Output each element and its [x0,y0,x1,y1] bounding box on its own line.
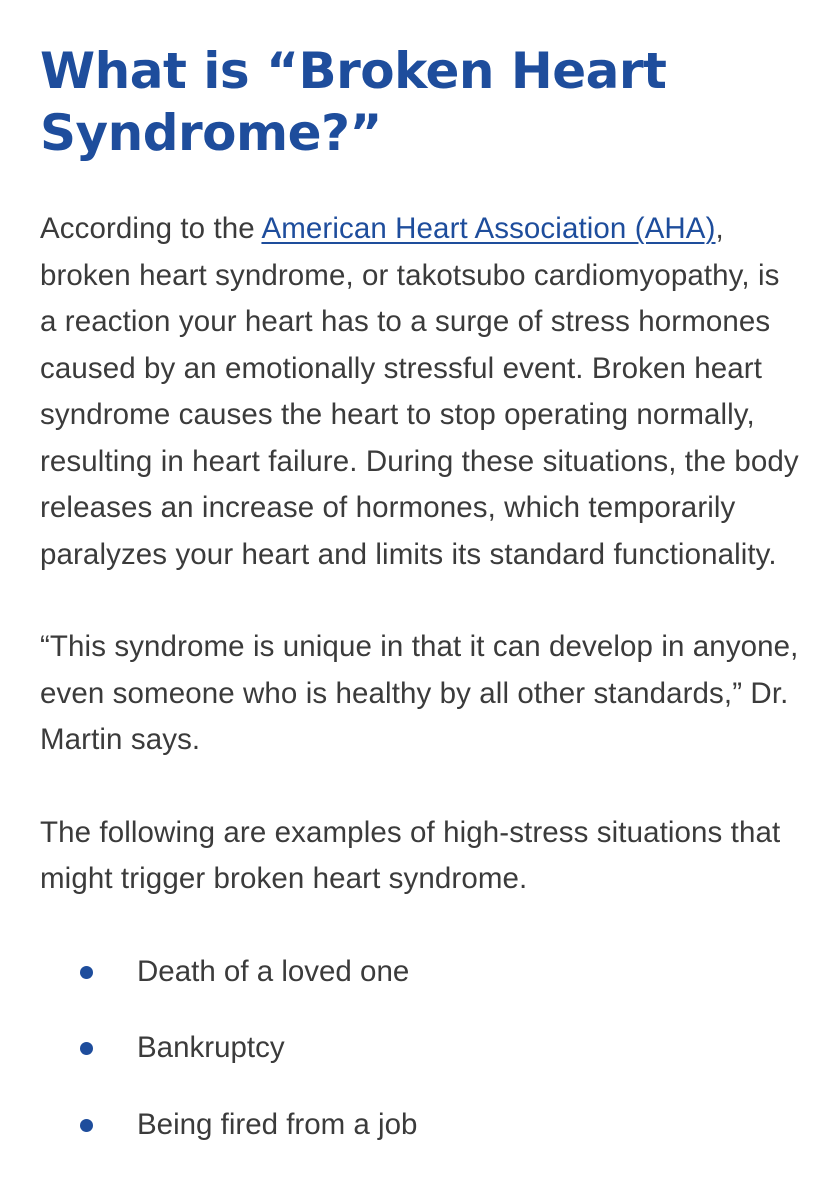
article-title: What is “Broken Heart Syndrome?” [40,42,667,162]
intro-paragraph [40,206,800,578]
bullet-icon [80,966,93,979]
quote-paragraph: “This syndrome is unique in that it can develop in anyone, even someone who is healthy by all other standards,” Dr. Martin says. [40,630,799,756]
intro-suffix: , broken heart syndrome, or takotsubo cardiomyopathy, is a reaction your heart has to a surge of stress hormones caused by an emotionally stressful event. Broken heart syndrome causes the heart to stop operating normally, resulting in heart failure. During these situations, the body releases an increase of hormones, which temporarily paralyzes your heart and limits its standard functionality. [40,212,799,571]
article-body [40,40,800,1178]
list-item-text: Bankruptcy [137,1031,285,1064]
examples-intro-paragraph: The following are examples of high-stress situations that might trigger broken heart syndrome. [40,815,781,895]
list-item [40,1102,800,1149]
bullet-icon [80,1119,93,1132]
intro-prefix: According to the [40,212,262,245]
list-item-text: Death of a loved one [137,954,410,988]
list-item [40,949,800,996]
list-item [40,1025,800,1072]
bullet-icon [80,1042,93,1055]
list-item-text: Being fired from a job [137,1107,418,1141]
examples-list [40,949,800,1149]
aha-link[interactable]: American Heart Association (AHA) [261,212,716,245]
